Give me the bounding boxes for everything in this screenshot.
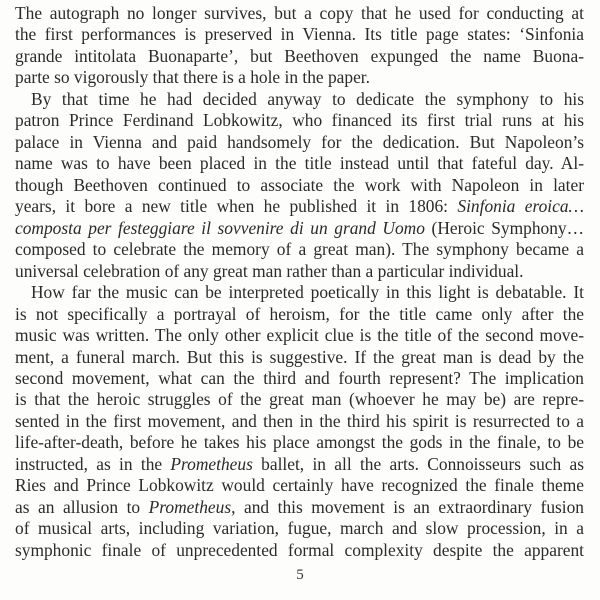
italic-title: composta per festeggiare il sovvenire di un grand Uomo: [15, 217, 425, 238]
text-line: [15, 304, 584, 325]
text-line: [15, 368, 584, 389]
text-line: [15, 24, 584, 45]
italic-title: Sinfonia eroica…: [457, 196, 584, 217]
text-segment: palace in Vienna and paid handsomely for the dedication. But Napoleon’s: [15, 131, 584, 152]
text-segment: as an allusion to: [15, 496, 149, 517]
text-line: [15, 89, 584, 110]
text-line: [15, 389, 584, 410]
text-segment: (Heroic Symphony…: [424, 217, 584, 238]
text-line: [15, 3, 584, 24]
text-line: [15, 325, 584, 346]
text-line: [15, 175, 584, 196]
text-segment: parte so vigorously that there is a hole in the paper.: [15, 67, 370, 88]
text-line: [15, 132, 584, 153]
text-line: [15, 518, 584, 539]
text-segment: years, it bore a new title when he published it in 1806:: [15, 196, 458, 217]
text-segment: composed to celebrate the memory of a great man). The symphony became a: [15, 239, 584, 260]
text-segment: grande intitolata Buonaparte’, but Beethoven expunged the name Buona-: [15, 45, 584, 66]
text-segment: symphonic finale of unprecedented formal complexity despite the apparent: [15, 539, 584, 560]
text-line: [15, 347, 584, 368]
text-line: [15, 218, 584, 239]
text-segment: The autograph no longer survives, but a copy that he used for conducting at: [15, 3, 584, 23]
text-line: [15, 454, 584, 475]
text-line: [15, 540, 584, 561]
text-segment: second movement, what can the third and fourth represent? The implication: [15, 367, 584, 388]
text-line: [15, 110, 584, 131]
italic-title: Prometheus: [170, 453, 253, 474]
italic-title: Prometheus: [148, 496, 232, 517]
text-line: [15, 282, 584, 303]
text-segment: Ries and Prince Lobkowitz would certainly have recognized the finale theme: [15, 475, 584, 496]
text-segment: universal celebration of any great man rather than a particular individual.: [15, 260, 524, 281]
text-segment: is that the heroic struggles of the great man (whoever he may be) are repre-: [15, 389, 584, 410]
text-line: [15, 497, 584, 518]
text-segment: instructed, as in the: [15, 453, 171, 474]
text-segment: ballet, in all the arts. Connoisseurs such as: [252, 453, 584, 474]
text-line: [15, 153, 584, 174]
text-segment: sented in the first movement, and then in the third his spirit is resurrected to a: [15, 410, 584, 431]
text-segment: the first performances is preserved in Vienna. Its title page states: ‘Sinfonia: [15, 24, 584, 45]
text-segment: ment, a funeral march. But this is suggestive. If the great man is dead by the: [15, 346, 584, 367]
text-segment: How far the music can be interpreted poetically in this light is debatable. It: [31, 282, 584, 303]
page-number: 5: [296, 567, 304, 583]
text-segment: though Beethoven continued to associate the work with Napoleon in later: [15, 174, 584, 195]
body-text: [15, 3, 584, 561]
text-line: [15, 46, 584, 67]
text-segment: life-after-death, before he takes his place amongst the gods in the finale, to be: [15, 432, 584, 453]
text-segment: , and this movement is an extraordinary fusion: [231, 496, 585, 517]
text-line: [15, 475, 584, 496]
text-line: [15, 432, 584, 453]
text-line: [15, 411, 584, 432]
text-line: [15, 196, 584, 217]
text-line: [15, 239, 584, 260]
text-segment: is not specifically a portrayal of heroism, for the title came only after the: [15, 303, 584, 324]
text-segment: patron Prince Ferdinand Lobkowitz, who financed its first trial runs at his: [15, 110, 584, 131]
text-segment: of musical arts, including variation, fugue, march and slow procession, in a: [15, 518, 584, 539]
text-segment: music was written. The only other explicit clue is the title of the second move-: [15, 325, 584, 346]
text-line: [15, 67, 584, 88]
text-segment: name was to have been placed in the title instead until that fateful day. Al-: [15, 153, 584, 174]
text-segment: By that time he had decided anyway to dedicate the symphony to his: [31, 88, 584, 109]
text-line: [15, 261, 584, 282]
